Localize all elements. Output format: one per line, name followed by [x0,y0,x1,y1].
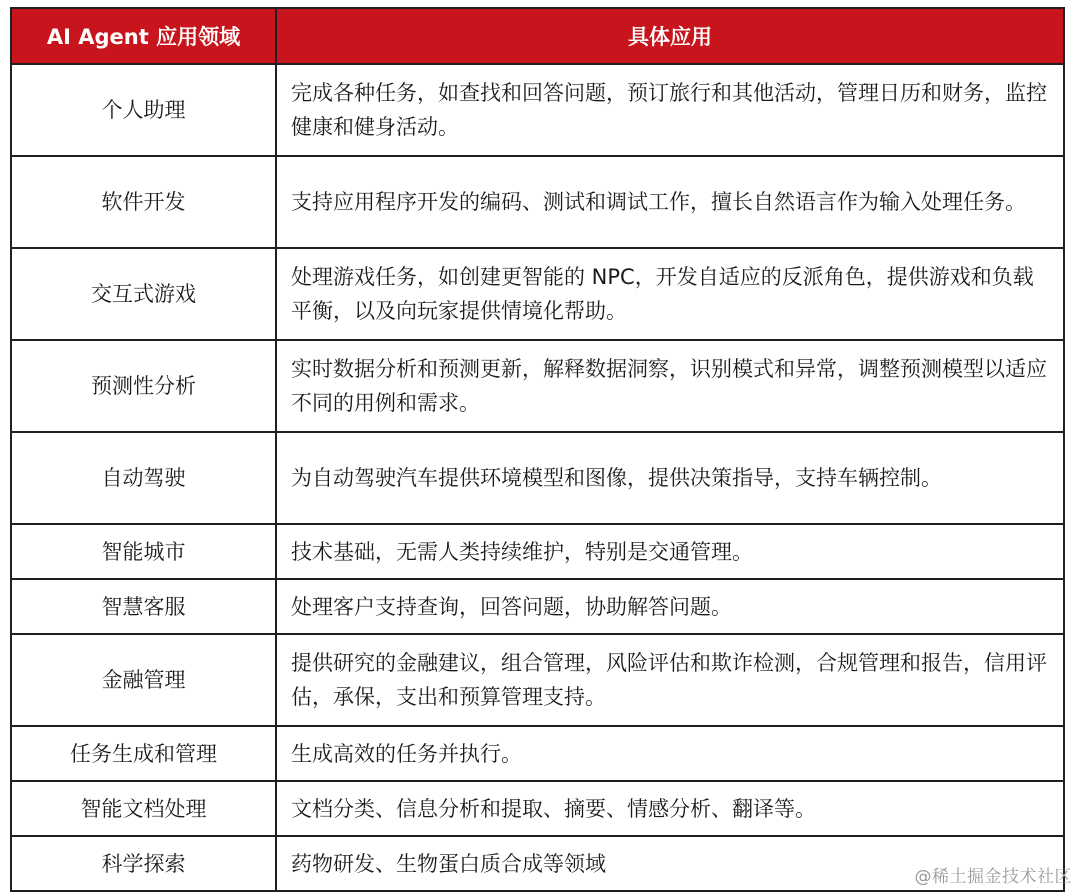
row-area-cell: 科学探索 [11,836,276,891]
row-application-cell: 实时数据分析和预测更新，解释数据洞察，识别模式和异常，调整预测模型以适应不同的用例和需求。 [276,340,1064,432]
row-area-cell: 智慧客服 [11,579,276,634]
table-header-row [11,8,1064,64]
table-row [11,248,1064,340]
row-application-cell: 药物研发、生物蛋白质合成等领域 [276,836,1064,891]
table-row [11,836,1064,891]
row-application-cell: 处理游戏任务，如创建更智能的 NPC，开发自适应的反派角色，提供游戏和负载平衡，以及向玩家提供情境化帮助。 [276,248,1064,340]
table-row [11,524,1064,579]
row-application-cell: 生成高效的任务并执行。 [276,726,1064,781]
row-application-cell: 支持应用程序开发的编码、测试和调试工作，擅长自然语言作为输入处理任务。 [276,156,1064,248]
row-area-cell: 智能城市 [11,524,276,579]
table-row [11,579,1064,634]
table-row [11,156,1064,248]
row-area-cell: 金融管理 [11,634,276,726]
row-application-cell: 处理客户支持查询，回答问题，协助解答问题。 [276,579,1064,634]
header-application-area: AI Agent 应用领域 [11,8,276,64]
row-application-cell: 提供研究的金融建议，组合管理，风险评估和欺诈检测，合规管理和报告，信用评估，承保，支出和预算管理支持。 [276,634,1064,726]
row-area-cell: 预测性分析 [11,340,276,432]
row-area-cell: 自动驾驶 [11,432,276,524]
row-application-cell: 文档分类、信息分析和提取、摘要、情感分析、翻译等。 [276,781,1064,836]
row-area-cell: 软件开发 [11,156,276,248]
table-row [11,634,1064,726]
row-application-cell: 技术基础，无需人类持续维护，特别是交通管理。 [276,524,1064,579]
table-row [11,726,1064,781]
table-row [11,781,1064,836]
row-area-cell: 智能文档处理 [11,781,276,836]
row-area-cell: 交互式游戏 [11,248,276,340]
ai-agent-application-table-container [10,7,1063,892]
row-area-cell: 任务生成和管理 [11,726,276,781]
table-row [11,432,1064,524]
header-specific-application: 具体应用 [276,8,1064,64]
table-row [11,340,1064,432]
row-application-cell: 为自动驾驶汽车提供环境模型和图像，提供决策指导，支持车辆控制。 [276,432,1064,524]
ai-agent-application-table [10,7,1065,892]
watermark-text: @稀土掘金技术社区 [914,867,1072,887]
row-area-cell: 个人助理 [11,64,276,156]
table-row [11,64,1064,156]
row-application-cell: 完成各种任务，如查找和回答问题，预订旅行和其他活动，管理日历和财务，监控健康和健身活动。 [276,64,1064,156]
